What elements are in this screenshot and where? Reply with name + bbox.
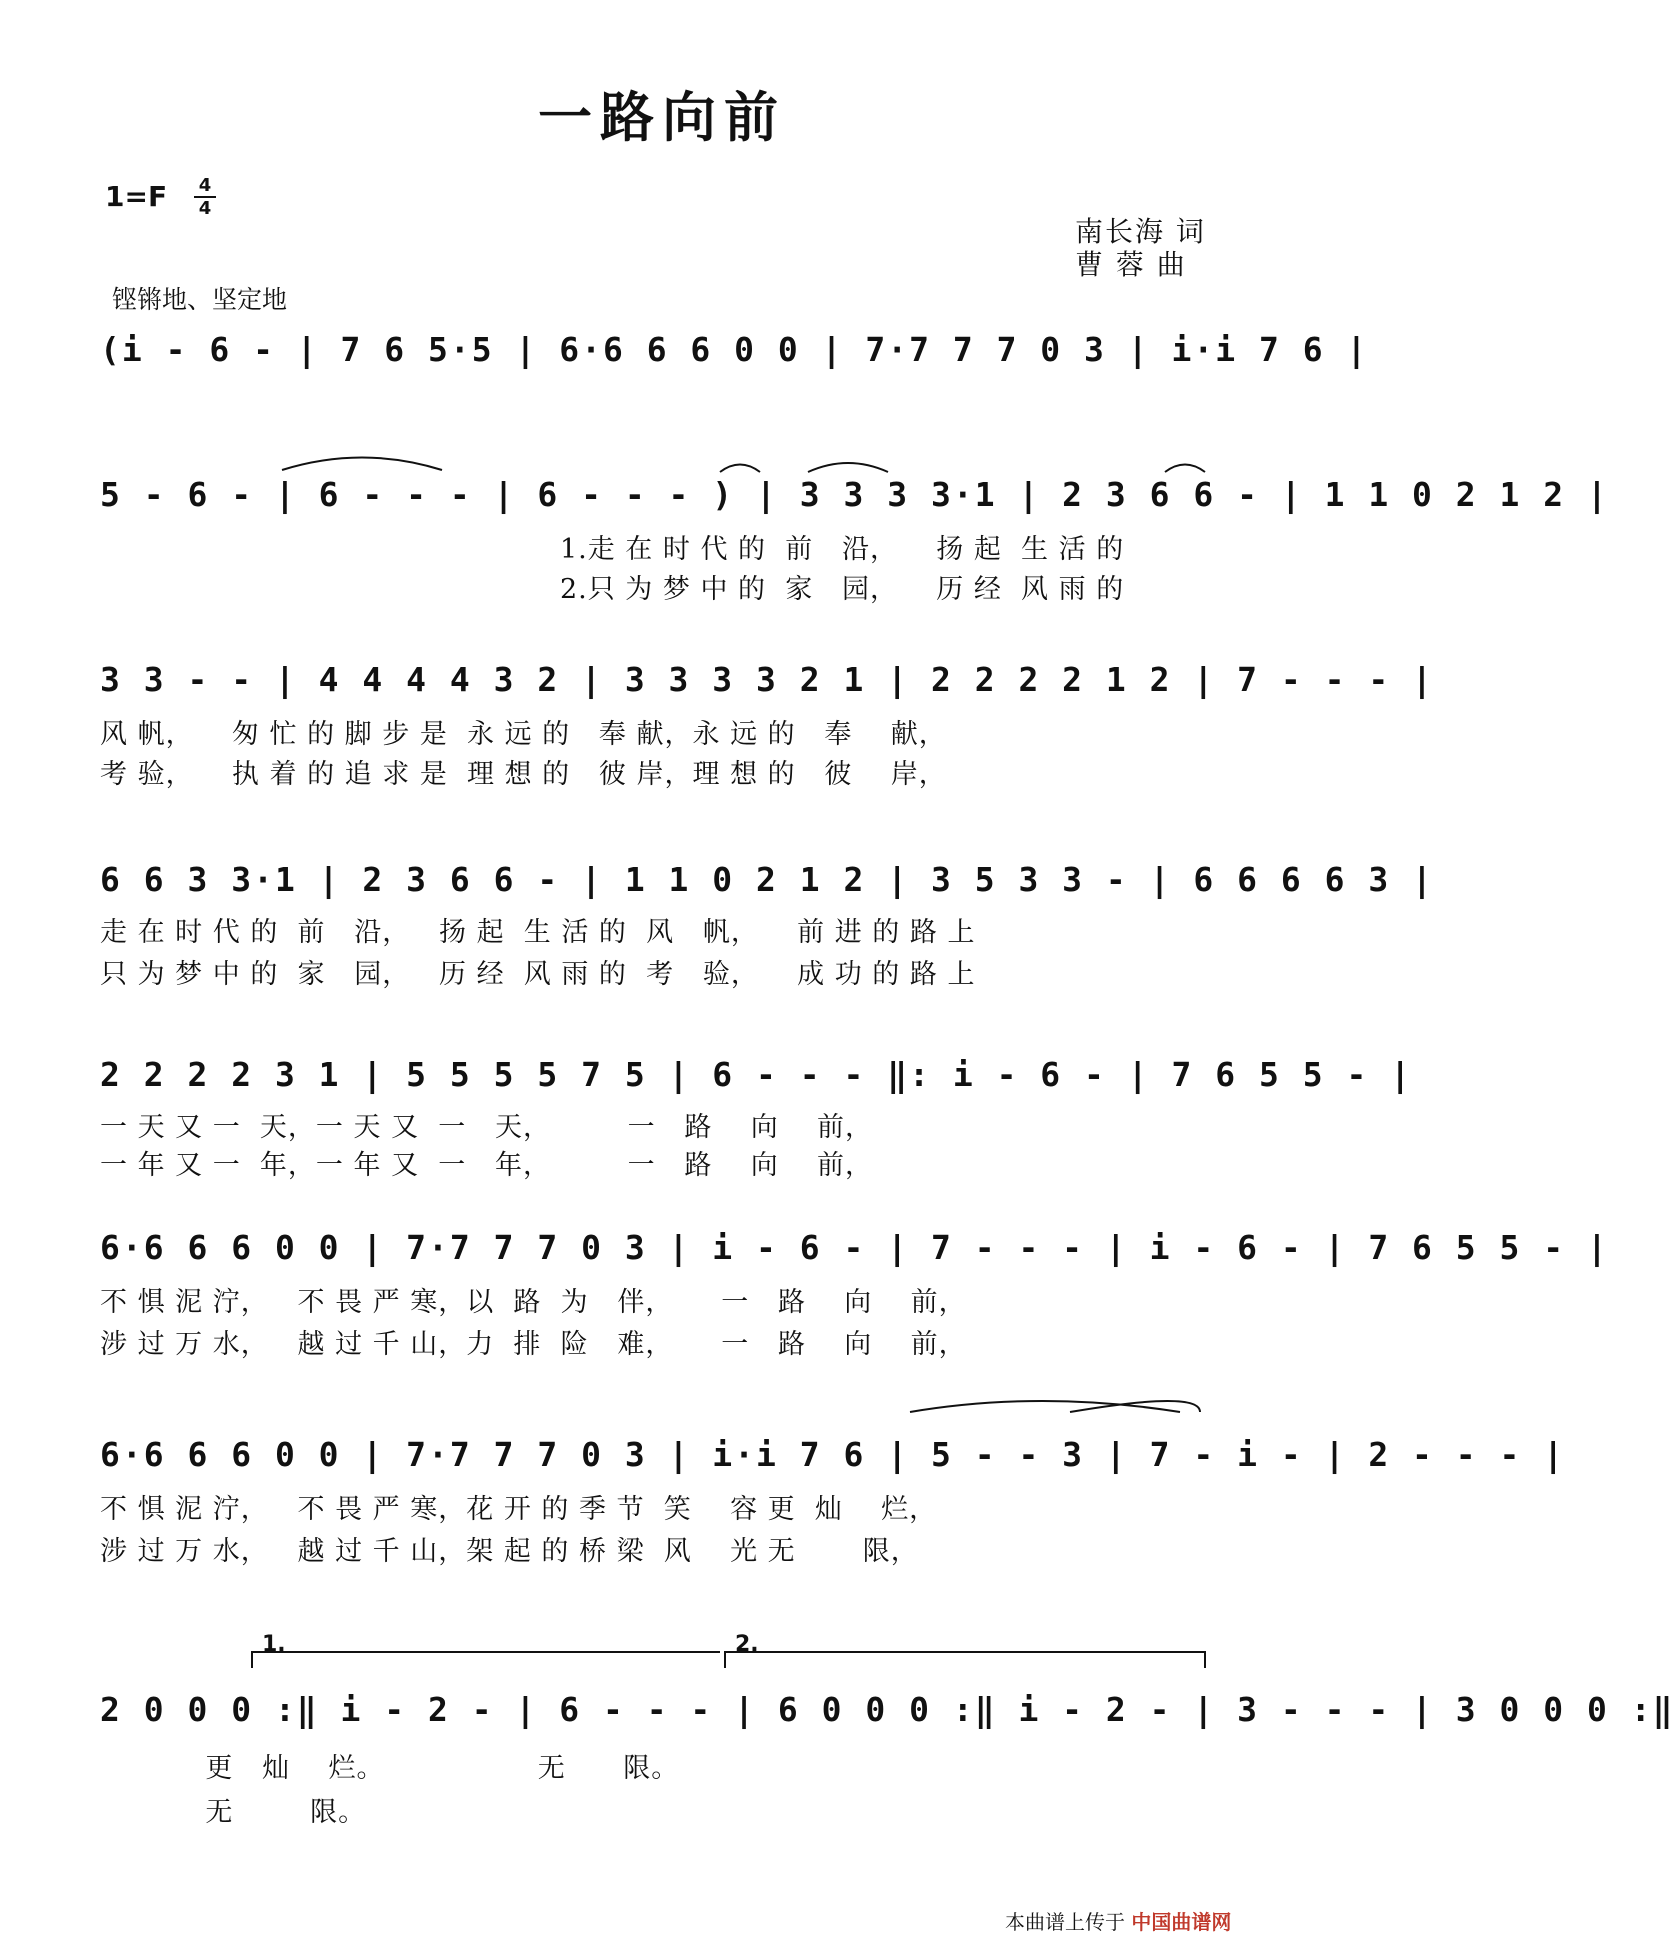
- lyric-verse-2: 涉 过 万 水， 越 过 千 山，架 起 的 桥 梁 风 光 无 限，: [100, 1536, 919, 1567]
- notation-line: 6 6 3 3·1 | 2 3 6 6 - | 1 1 0 2 1 2 | 3 5 3 3 - | 6 6 6 6 3 |: [100, 860, 1434, 899]
- footer-watermark: [1005, 1906, 1231, 1935]
- lyric-verse-1: 1.走 在 时 代 的 前 沿， 扬 起 生 活 的: [100, 534, 1125, 565]
- lyric-verse-2: 考 验， 执 着 的 追 求 是 理 想 的 彼 岸，理 想 的 彼 岸，: [100, 759, 947, 790]
- volta-2-label: 2.: [735, 1632, 759, 1657]
- key-signature: 1=F: [105, 180, 168, 213]
- notation-line: 2 2 2 2 3 1 | 5 5 5 5 7 5 | 6 - - - ‖: i - 6 - | 7 6 5 5 - |: [100, 1055, 1413, 1094]
- lyric-verse-1: 不 惧 泥 泞， 不 畏 严 寒，以 路 为 伴， 一 路 向 前，: [100, 1287, 967, 1318]
- time-signature: [192, 176, 218, 218]
- notation-line: 6·6 6 6 0 0 | 7·7 7 7 0 3 | i - 6 - | 7 - - - | i - 6 - | 7 6 5 5 - |: [100, 1228, 1609, 1267]
- volta-1-label: 1.: [262, 1632, 286, 1657]
- song-title: 一路向前: [538, 86, 786, 149]
- lyric-verse-2: 一 年 又 一 年，一 年 又 一 年， 一 路 向 前，: [100, 1150, 874, 1181]
- notation-line: 6·6 6 6 0 0 | 7·7 7 7 0 3 | i·i 7 6 | 5 - - 3 | 7 - i - | 2 - - - |: [100, 1435, 1566, 1474]
- lyric-verse-1: 更 灿 烂。 无 限。: [100, 1753, 680, 1784]
- lyric-verse-2: 2.只 为 梦 中 的 家 园， 历 经 风 雨 的: [100, 574, 1125, 605]
- lyric-verse-1: 一 天 又 一 天，一 天 又 一 天， 一 路 向 前，: [100, 1112, 874, 1143]
- tempo-marking: 铿锵地、坚定地: [112, 285, 288, 314]
- composer-credit: 曹 蓉 曲: [1075, 248, 1187, 281]
- notation-line: (i - 6 - | 7 6 5·5 | 6·6 6 6 0 0 | 7·7 7 7 0 3 | i·i 7 6 |: [100, 330, 1369, 369]
- time-signature-bottom: 4: [198, 198, 212, 219]
- lyric-verse-1: 不 惧 泥 泞， 不 畏 严 寒，花 开 的 季 节 笑 容 更 灿 烂，: [100, 1494, 938, 1525]
- lyric-verse-1: 风 帆， 匆 忙 的 脚 步 是 永 远 的 奉 献，永 远 的 奉 献，: [100, 719, 947, 750]
- notation-line: 3 3 - - | 4 4 4 4 3 2 | 3 3 3 3 2 1 | 2 2 2 2 1 2 | 7 - - - |: [100, 660, 1434, 699]
- lyric-verse-2: 无 限。: [100, 1797, 367, 1828]
- time-signature-top: 4: [198, 175, 212, 196]
- lyric-verse-2: 只 为 梦 中 的 家 园， 历 经 风 雨 的 考 验， 成 功 的 路 上: [100, 959, 976, 990]
- notation-line: 5 - 6 - | 6 - - - | 6 - - - ) | 3 3 3 3·1 | 2 3 6 6 - | 1 1 0 2 1 2 |: [100, 475, 1609, 514]
- lyric-verse-1: 走 在 时 代 的 前 沿， 扬 起 生 活 的 风 帆， 前 进 的 路 上: [100, 917, 976, 948]
- footer-brand-logo[interactable]: 中国曲谱网: [1131, 1910, 1232, 1934]
- lyric-verse-2: 涉 过 万 水， 越 过 千 山，力 排 险 难， 一 路 向 前，: [100, 1329, 967, 1360]
- footer-text: 本曲谱上传于: [1005, 1910, 1125, 1934]
- lyricist-credit: 南长海 词: [1075, 215, 1206, 248]
- notation-line: 2 0 0 0 :‖ i - 2 - | 6 - - - | 6 0 0 0 :‖ i - 2 - | 3 - - - | 3 0 0 0 :‖: [100, 1690, 1674, 1729]
